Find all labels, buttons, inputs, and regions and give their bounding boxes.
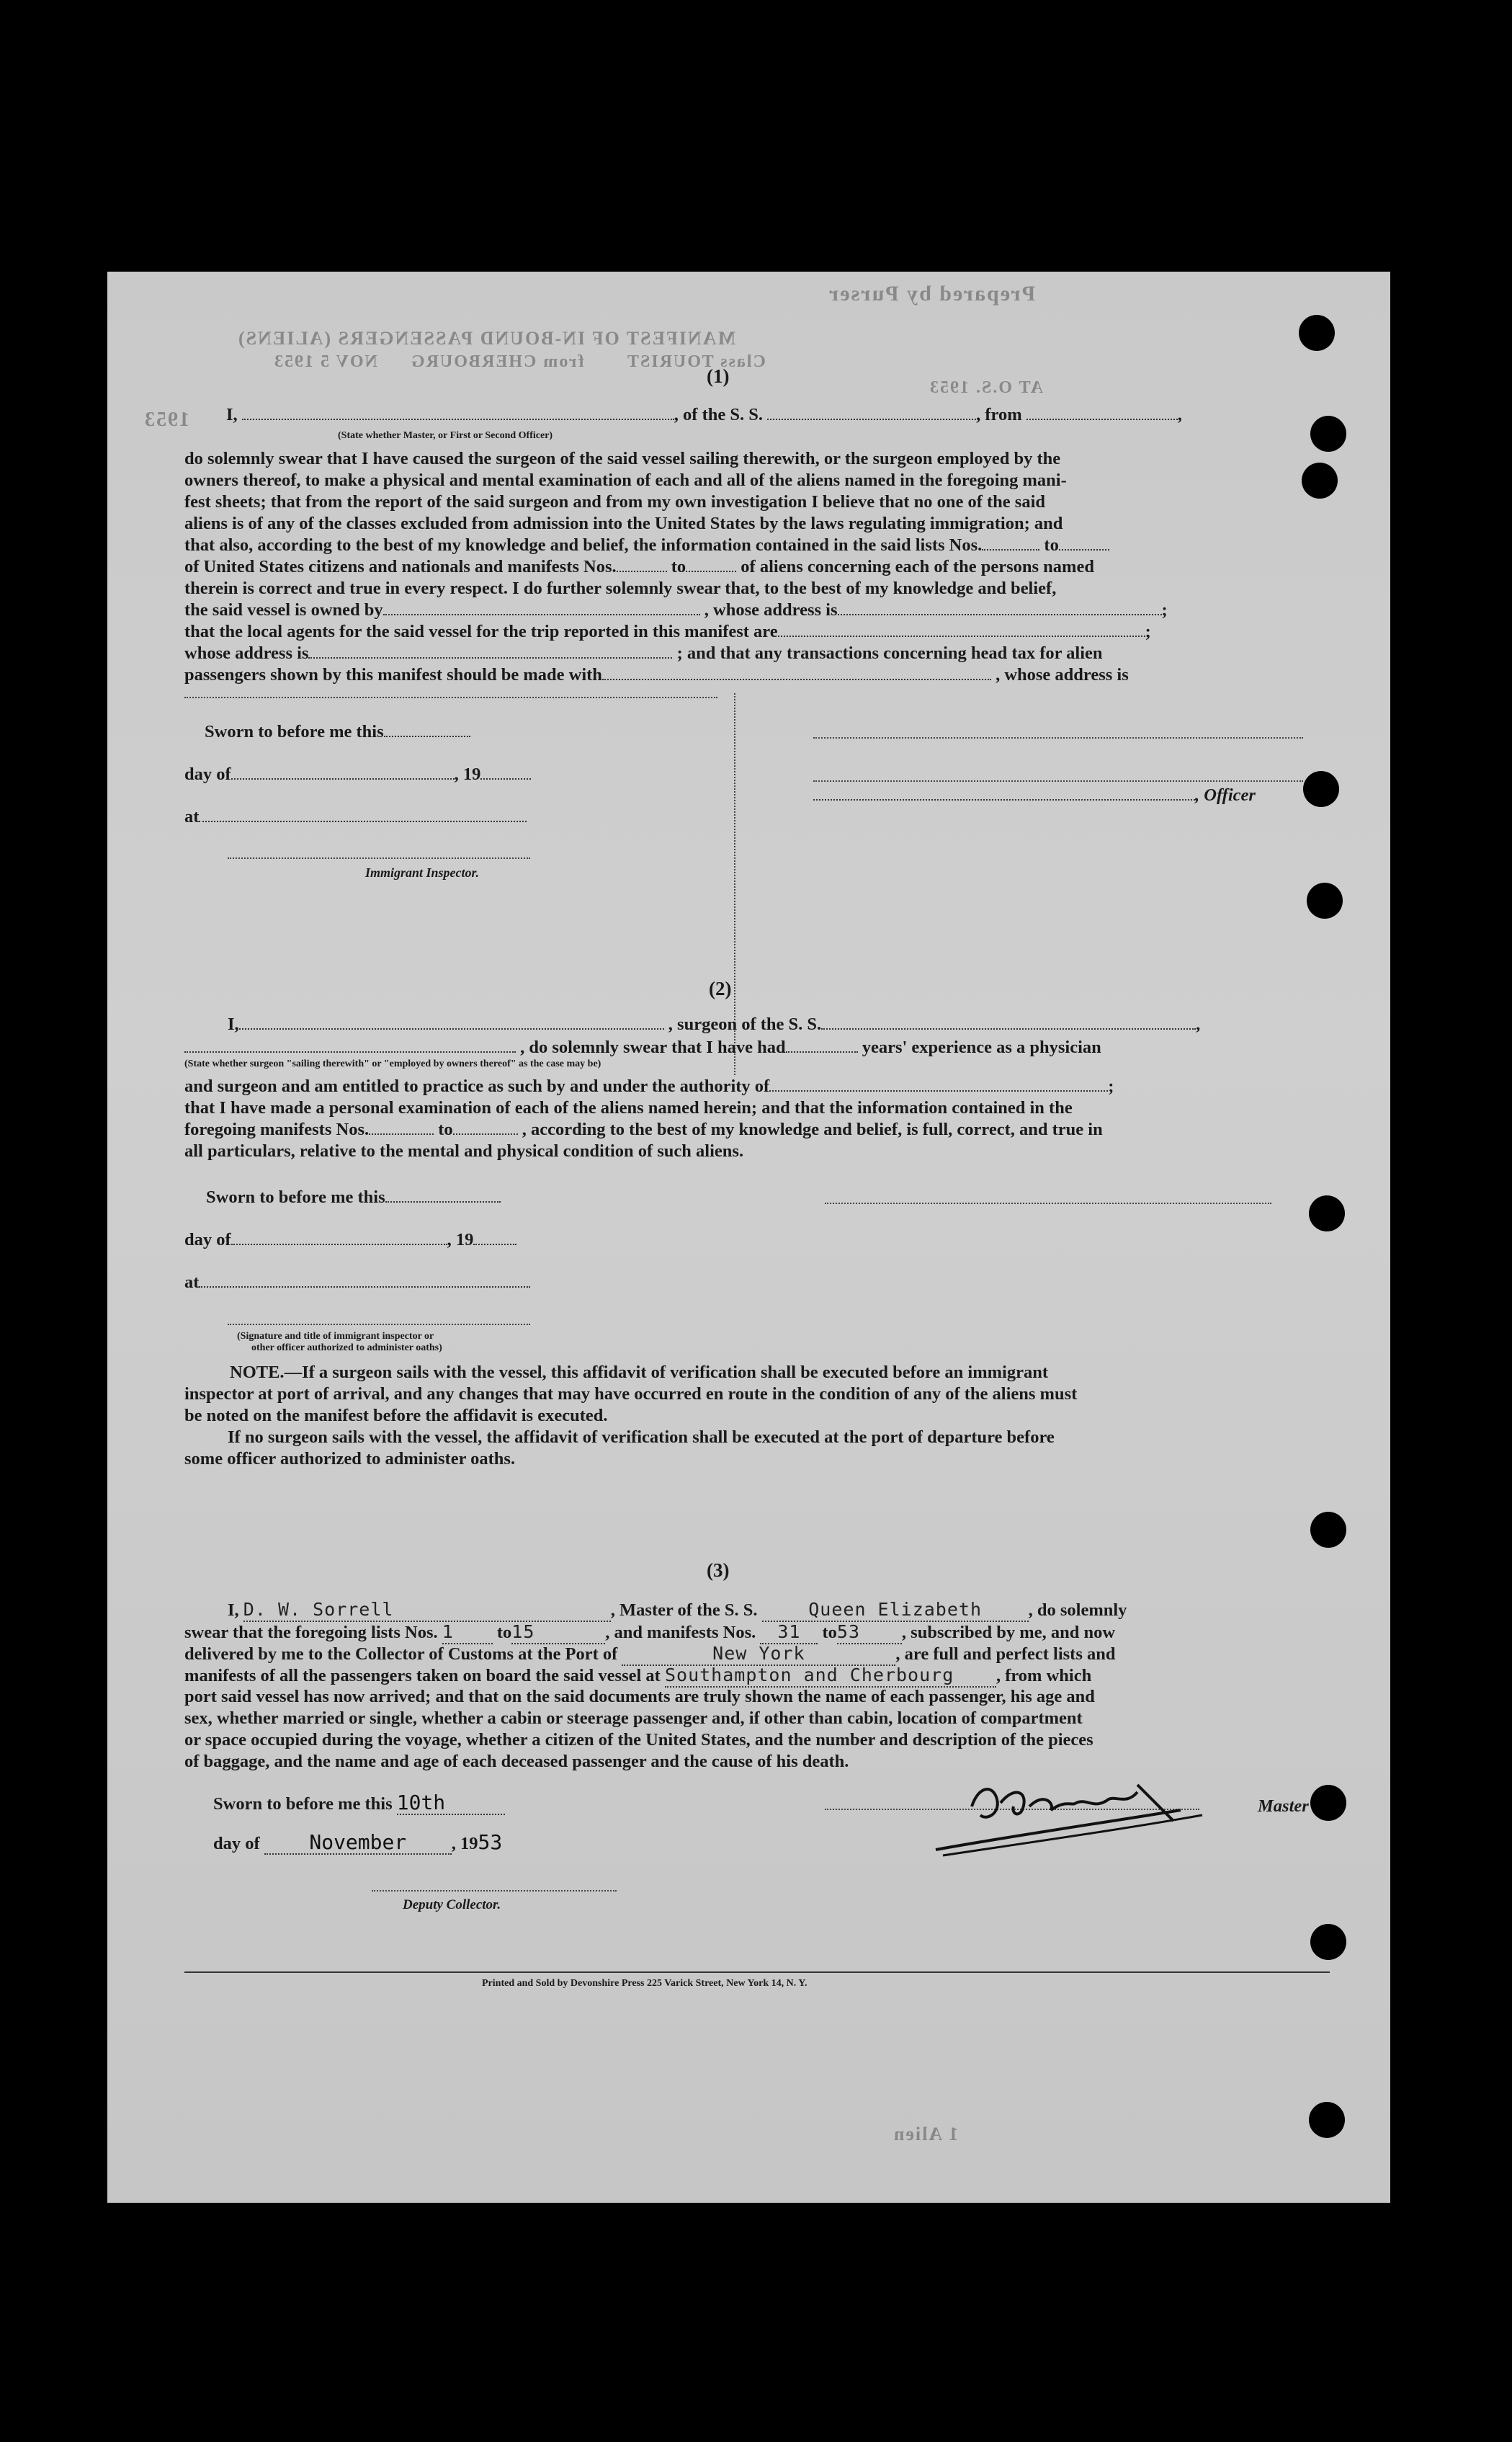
s2-line1: I, , surgeon of the S. S. , xyxy=(228,1015,1201,1034)
s3-body-3: or space occupied during the voyage, whether a citizen of the United States, and the number and description of the pieces xyxy=(184,1730,1093,1750)
s2-line2: , do solemnly swear that I have had years' experience as a physician xyxy=(184,1037,1101,1059)
s3-body-1: port said vessel has now arrived; and that on the said documents are truly shown the name of each passenger, his age and xyxy=(184,1687,1095,1706)
s1-of-ss: , of the S. S. xyxy=(674,405,763,424)
s3-body-4: of baggage, and the name and age of each deceased passenger and the cause of his death. xyxy=(184,1752,849,1771)
punch-hole xyxy=(1302,463,1338,499)
s2-note-2: inspector at port of arrival, and any changes that may have occurred en route in the condition of any of the aliens must xyxy=(184,1384,1078,1404)
ghost-date: NOV 5 1953 xyxy=(273,352,377,371)
s3-line1: I, D. W. Sorrell , Master of the S. S. Queen Elizabeth , do solemnly xyxy=(228,1599,1127,1622)
s1-officer: , Officer xyxy=(813,785,1256,806)
printer-line: Printed and Sold by Devonshire Press 225 Varick Street, New York 14, N. Y. xyxy=(482,1978,808,1989)
s2-caption-sig1: (Signature and title of immigrant inspector or xyxy=(237,1331,434,1342)
s2-caption-surgeon: (State whether surgeon "sailing therewith" or "employed by owners thereof" as the case may be) xyxy=(184,1059,601,1069)
s1-body-11: passengers shown by this manifest should be made with , whose address is xyxy=(184,665,1129,685)
s3-line3: delivered by me to the Collector of Customs at the Port of New York , are full and perfect lists and xyxy=(184,1643,1116,1666)
punch-hole xyxy=(1310,1924,1346,1960)
master-signature xyxy=(929,1770,1289,1864)
ship-name: Queen Elizabeth xyxy=(762,1599,1029,1622)
s1-body-2: owners thereof, to make a physical and mental examination of each and all of the aliens named in the foregoing mani- xyxy=(184,471,1067,490)
s1-day: day of , 19 xyxy=(184,764,531,785)
s2-note-5: some officer authorized to administer oaths. xyxy=(184,1449,516,1469)
s1-body-1: do solemnly swear that I have caused the surgeon of the said vessel sailing therewith, or the surgeon employed by the xyxy=(184,449,1061,468)
s2-day: day of , 19 xyxy=(184,1229,516,1251)
s2-sworn: Sworn to before me this xyxy=(206,1187,501,1208)
sworn-day: 10th xyxy=(397,1792,505,1815)
s3-body-2: sex, whether married or single, whether a cabin or steerage passenger and, if other than cabin, location of compartment xyxy=(184,1708,1083,1728)
s2-note-1: NOTE.—If a surgeon sails with the vessel, this affidavit of verification shall be executed before an immigrant xyxy=(230,1363,1049,1382)
s1-body-5: that also, according to the best of my knowledge and belief, the information contained in the said lists Nos. to xyxy=(184,535,1109,556)
punch-hole xyxy=(1310,1785,1346,1821)
s1-body-9: that the local agents for the said vessel for the trip reported in this manifest are ; xyxy=(184,622,1151,641)
punch-hole xyxy=(1303,771,1339,807)
s2-note-4: If no surgeon sails with the vessel, the affidavit of verification shall be executed at the port of departure before xyxy=(228,1427,1055,1447)
s1-body-8: the said vessel is owned by , whose address is ; xyxy=(184,600,1168,620)
s1-sworn: Sworn to before me this xyxy=(205,721,470,743)
punch-hole xyxy=(1309,2102,1345,2138)
ghost-title: MANIFEST OF IN-BOUND PASSENGERS (ALIENS) xyxy=(237,328,736,349)
punch-hole xyxy=(1299,315,1335,351)
s1-inspector: Immigrant Inspector. xyxy=(365,865,480,880)
s2-body-3: foregoing manifests Nos. to , according to the best of my knowledge and belief, is full, correct, and true in xyxy=(184,1120,1103,1139)
month: November xyxy=(264,1832,452,1855)
s3-master: Master xyxy=(1258,1796,1309,1816)
section2-number: (2) xyxy=(709,978,732,999)
s1-body-4: aliens is of any of the classes excluded from admission into the United States by the laws regulating immigration; and xyxy=(184,514,1063,533)
year-suffix: 53 xyxy=(478,1830,503,1854)
section1-line1: I, , of the S. S. , from , xyxy=(226,405,1182,424)
s3-line2: swear that the foregoing lists Nos. 1 to15 , and manifests Nos. 31 to53 , subscribed by me, and now xyxy=(184,1621,1115,1644)
ghost-side: 1953 xyxy=(143,409,189,431)
s2-at: at xyxy=(184,1272,530,1293)
s2-body-1: and surgeon and am entitled to practice as such by and under the authority of ; xyxy=(184,1077,1114,1096)
ghost-stamp: AT O.S. 1953 xyxy=(929,378,1044,397)
ghost-class: Class TOURIST xyxy=(626,352,766,371)
ghost-bottom: 1 Alien xyxy=(893,2124,959,2144)
section1-number: (1) xyxy=(707,365,730,387)
bottom-rule xyxy=(184,1971,1330,1973)
s3-day: day of November , 1953 xyxy=(213,1830,503,1854)
s3-deputy: Deputy Collector. xyxy=(403,1897,501,1912)
ghost-port: from CHERBOURG xyxy=(410,352,584,371)
punch-hole xyxy=(1307,883,1343,919)
ghost-prepared: Prepared by Purser xyxy=(828,282,1036,306)
s1-caption-master: (State whether Master, or First or Second Officer) xyxy=(338,430,553,441)
punch-hole xyxy=(1310,1512,1346,1548)
s1-body-6: of United States citizens and nationals and manifests Nos. to of aliens concerning each of the persons named xyxy=(184,557,1094,576)
s2-note-3: be noted on the manifest before the affidavit is executed. xyxy=(184,1406,608,1425)
s3-line4: manifests of all the passengers taken on board the said vessel at Southampton and Cherbourg , from which xyxy=(184,1665,1091,1688)
s2-body-4: all particulars, relative to the mental and physical condition of such aliens. xyxy=(184,1141,744,1161)
s2-body-2: that I have made a personal examination of each of the aliens named herein; and that the information contained in the xyxy=(184,1098,1073,1118)
s1-at: at xyxy=(184,806,527,828)
s1-body-10: whose address is ; and that any transactions concerning head tax for alien xyxy=(184,643,1103,663)
s1-i: I, xyxy=(226,405,238,424)
punch-hole xyxy=(1309,1195,1345,1231)
master-name: D. W. Sorrell xyxy=(243,1599,611,1622)
punch-hole xyxy=(1310,416,1346,452)
document-page xyxy=(107,272,1390,2203)
s1-body-7: therein is correct and true in every respect. I do further solemnly swear that, to the best of my knowledge and belief, xyxy=(184,579,1057,598)
s3-sworn: Sworn to before me this 10th xyxy=(213,1792,505,1815)
section3-number: (3) xyxy=(707,1559,730,1581)
s2-caption-sig2: other officer authorized to administer oaths) xyxy=(251,1342,442,1353)
s1-body-3: fest sheets; that from the report of the said surgeon and from my own investigation I believe that no one of the said xyxy=(184,492,1045,512)
s1-from: , from xyxy=(976,405,1022,424)
